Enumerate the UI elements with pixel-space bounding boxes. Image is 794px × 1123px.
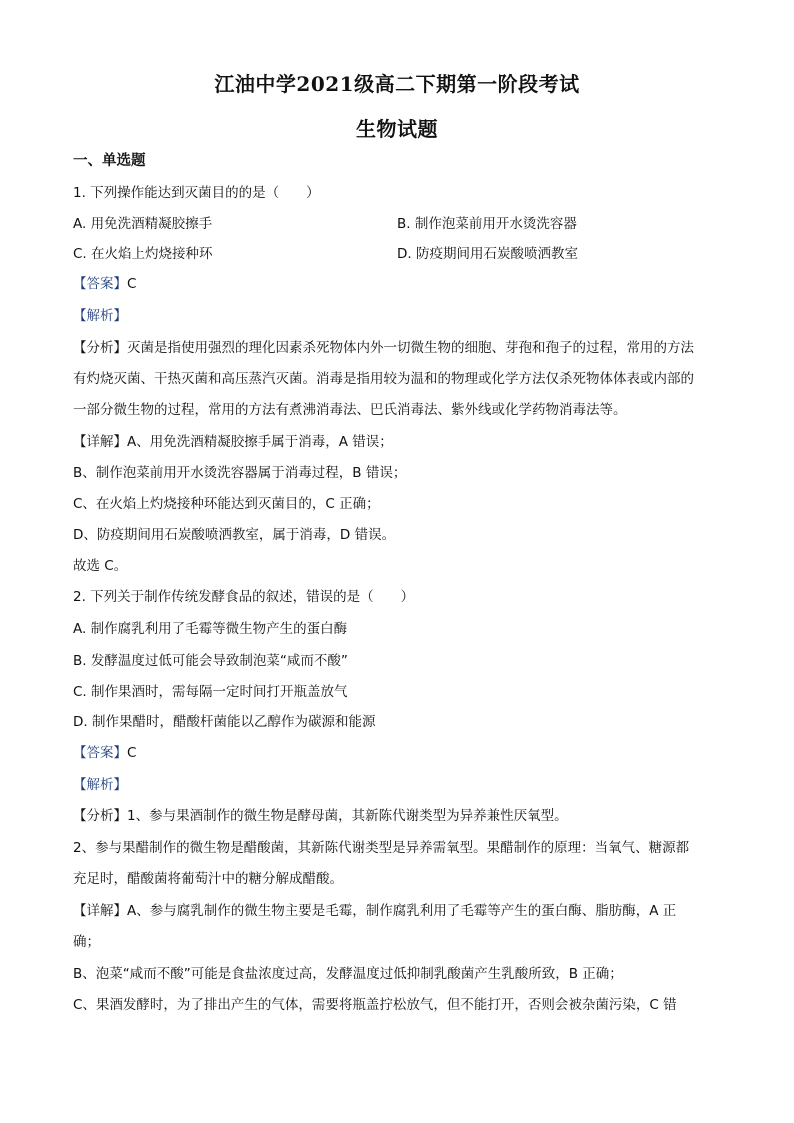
detail-text: A、用免洗酒精凝胶擦手属于消毒，A 错误； <box>127 434 393 450</box>
question-1-option-a: A. 用免洗酒精凝胶擦手 <box>73 216 213 232</box>
question-2-fenxi-line-3: 充足时，醋酸菌将葡萄汁中的糖分解成醋酸。 <box>73 871 343 887</box>
question-2-detail-a-line-1 <box>73 902 676 920</box>
question-2-stem: 2. 下列关于制作传统发酵食品的叙述，错误的是（ ） <box>73 589 415 605</box>
question-1-detail-b: B、制作泡菜前用开水烫洗容器属于消毒过程，B 错误； <box>73 465 407 481</box>
detail-text: A、参与腐乳制作的微生物主要是毛霉，制作腐乳利用了毛霉等产生的蛋白酶、脂肪酶，A 正 <box>127 903 677 919</box>
question-2-analysis-tag: 【解析】 <box>73 777 127 793</box>
question-1-fenxi-line-1 <box>73 339 694 357</box>
fenxi-tag: 【分析】 <box>73 340 127 356</box>
question-1-option-b: B. 制作泡菜前用开水烫洗容器 <box>397 216 577 232</box>
fenxi-text: 1、参与果酒制作的微生物是酵母菌，其新陈代谢类型为异养兼性厌氧型。 <box>127 808 568 824</box>
question-1-fenxi-line-3: 一部分微生物的过程，常用的方法有煮沸消毒法、巴氏消毒法、紫外线或化学药物消毒法等。 <box>73 402 627 418</box>
subject-title: 生物试题 <box>356 117 438 141</box>
answer-value: C <box>127 745 137 761</box>
question-1-option-d: D. 防疫期间用石炭酸喷洒教室 <box>397 246 578 262</box>
question-1-conclusion: 故选 C。 <box>73 558 128 574</box>
question-1-answer <box>73 275 136 293</box>
question-1-analysis-tag: 【解析】 <box>73 308 127 324</box>
question-2-answer <box>73 744 136 762</box>
question-1-detail-a <box>73 433 393 451</box>
question-2-detail-b: B、泡菜“咸而不酸”可能是食盐浓度过高，发酵温度过低抑制乳酸菌产生乳酸所致，B 正确； <box>73 966 623 982</box>
question-1-detail-c: C、在火焰上灼烧接种环能达到灭菌目的，C 正确； <box>73 496 380 512</box>
question-2-option-a: A. 制作腐乳利用了毛霉等微生物产生的蛋白酶 <box>73 621 348 637</box>
fenxi-text: 灭菌是指使用强烈的理化因素杀死物体内外一切微生物的细胞、芽孢和孢子的过程，常用的方法 <box>127 340 694 356</box>
question-2-fenxi-line-2: 2、参与果醋制作的微生物是醋酸菌，其新陈代谢类型是异养需氧型。果醋制作的原理：当氧气、糖源都 <box>73 840 690 856</box>
question-1-stem: 1. 下列操作能达到灭菌目的的是（ ） <box>73 185 320 201</box>
xiangjie-tag: 【详解】 <box>73 434 127 450</box>
question-1-detail-d: D、防疫期间用石炭酸喷洒教室，属于消毒，D 错误。 <box>73 527 396 543</box>
question-2-detail-a-line-2: 确； <box>73 934 100 950</box>
section-heading: 一、单选题 <box>73 153 146 169</box>
question-2-option-d: D. 制作果醋时，醋酸杆菌能以乙醇作为碳源和能源 <box>73 714 376 730</box>
question-2-detail-c: C、果酒发酵时，为了排出产生的气体，需要将瓶盖拧松放气，但不能打开，否则会被杂菌污染，C 错 <box>73 997 677 1013</box>
question-1-option-c: C. 在火焰上灼烧接种环 <box>73 246 213 262</box>
question-2-option-c: C. 制作果酒时，需每隔一定时间打开瓶盖放气 <box>73 684 348 700</box>
question-2-option-b: B. 发酵温度过低可能会导致制泡菜“咸而不酸” <box>73 653 348 669</box>
answer-value: C <box>127 276 137 292</box>
fenxi-tag: 【分析】 <box>73 808 127 824</box>
question-1-fenxi-line-2: 有灼烧灭菌、干热灭菌和高压蒸汽灭菌。消毒是指用较为温和的物理或化学方法仅杀死物体体表或内部的 <box>73 371 694 387</box>
answer-tag: 【答案】 <box>73 276 127 292</box>
exam-title: 江油中学2021级高二下期第一阶段考试 <box>214 72 580 96</box>
question-2-fenxi-line-1 <box>73 807 568 825</box>
answer-tag: 【答案】 <box>73 745 127 761</box>
xiangjie-tag: 【详解】 <box>73 903 127 919</box>
